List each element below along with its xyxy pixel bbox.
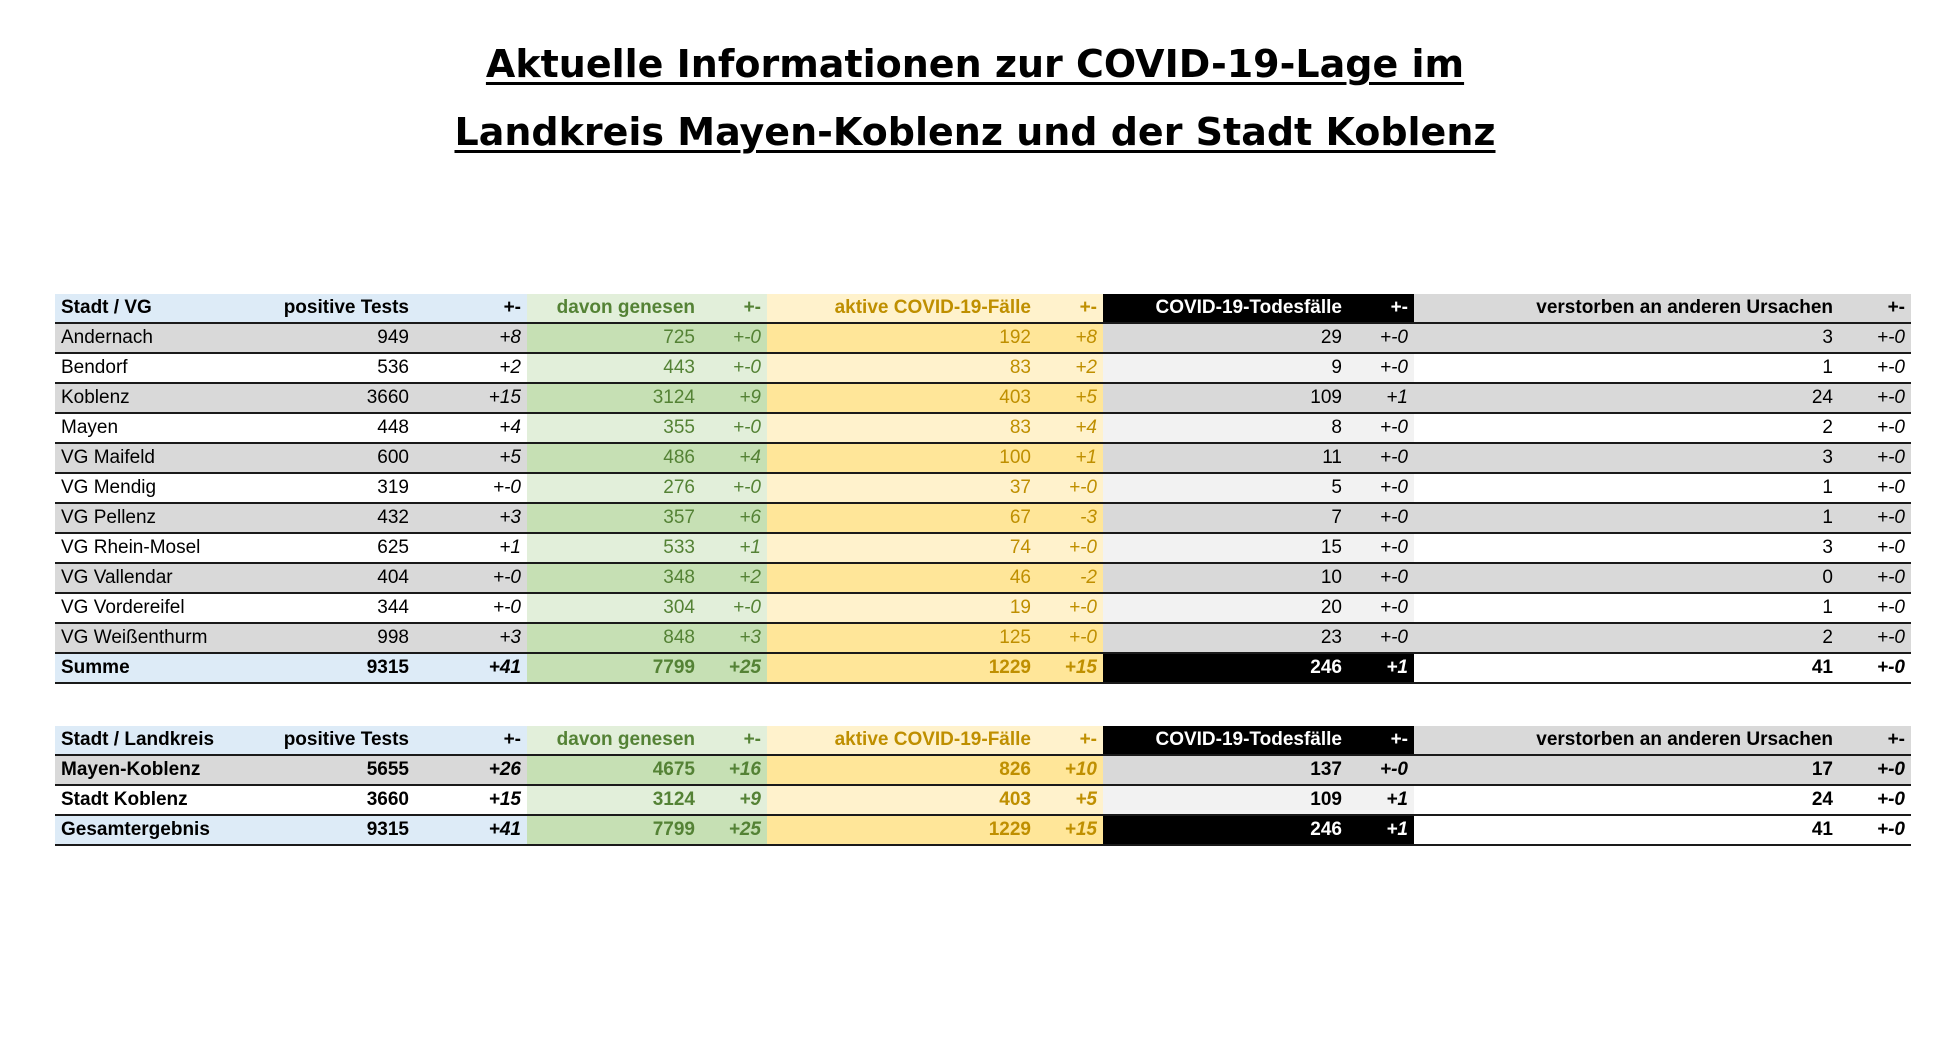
active-cases-change-header: +- (1037, 294, 1103, 323)
header-row (55, 726, 1911, 755)
positive-tests-change: +3 (415, 623, 527, 653)
total-row (55, 653, 1911, 683)
deaths-change: +-0 (1348, 533, 1414, 563)
positive-tests-header: positive Tests (260, 294, 415, 323)
recovered: 357 (527, 503, 701, 533)
recovered: 486 (527, 443, 701, 473)
deaths-change: +-0 (1348, 503, 1414, 533)
deaths: 137 (1103, 755, 1348, 785)
table-row (55, 593, 1911, 623)
recovered-change: +16 (701, 755, 767, 785)
positive-tests: 432 (260, 503, 415, 533)
active-cases-header: aktive COVID-19-Fälle (767, 294, 1037, 323)
deaths-change: +1 (1348, 785, 1414, 815)
recovered-header: davon genesen (527, 726, 701, 755)
recovered-change: +1 (701, 533, 767, 563)
recovered: 3124 (527, 785, 701, 815)
recovered-change: +9 (701, 785, 767, 815)
area-name: VG Mendig (55, 473, 260, 503)
deaths: 9 (1103, 353, 1348, 383)
recovered: 4675 (527, 755, 701, 785)
deaths: 5 (1103, 473, 1348, 503)
active-cases-change: +2 (1037, 353, 1103, 383)
other-deaths-change: +-0 (1839, 323, 1911, 353)
deaths-header: COVID-19-Todesfälle (1103, 726, 1348, 755)
deaths: 109 (1103, 785, 1348, 815)
positive-tests-change: +8 (415, 323, 527, 353)
active-cases-change: +4 (1037, 413, 1103, 443)
active-cases-change: +15 (1037, 653, 1103, 683)
deaths: 246 (1103, 653, 1348, 683)
area-header: Stadt / Landkreis (55, 726, 260, 755)
positive-tests: 5655 (260, 755, 415, 785)
other-deaths: 24 (1414, 383, 1839, 413)
recovered: 7799 (527, 815, 701, 845)
positive-tests-header: positive Tests (260, 726, 415, 755)
area-name: VG Vallendar (55, 563, 260, 593)
recovered: 276 (527, 473, 701, 503)
active-cases-change: +1 (1037, 443, 1103, 473)
positive-tests-change: +2 (415, 353, 527, 383)
other-deaths-change: +-0 (1839, 623, 1911, 653)
recovered: 725 (527, 323, 701, 353)
active-cases-change: +10 (1037, 755, 1103, 785)
area-name: VG Vordereifel (55, 593, 260, 623)
page-title (0, 30, 1950, 166)
deaths-change: +-0 (1348, 593, 1414, 623)
other-deaths-change: +-0 (1839, 593, 1911, 623)
active-cases: 826 (767, 755, 1037, 785)
other-deaths: 41 (1414, 815, 1839, 845)
title-line-2: Landkreis Mayen-Koblenz und der Stadt Koblenz (454, 110, 1496, 154)
other-deaths-change: +-0 (1839, 563, 1911, 593)
deaths-change: +-0 (1348, 443, 1414, 473)
positive-tests-change: +15 (415, 383, 527, 413)
deaths: 8 (1103, 413, 1348, 443)
positive-tests-change: +41 (415, 815, 527, 845)
header-row (55, 294, 1911, 323)
deaths: 29 (1103, 323, 1348, 353)
recovered-change: +25 (701, 653, 767, 683)
table-row (55, 755, 1911, 785)
recovered-change: +-0 (701, 323, 767, 353)
active-cases-change-header: +- (1037, 726, 1103, 755)
active-cases: 1229 (767, 653, 1037, 683)
table-row (55, 443, 1911, 473)
active-cases-change: +-0 (1037, 623, 1103, 653)
positive-tests-change: +-0 (415, 593, 527, 623)
area-name: Koblenz (55, 383, 260, 413)
other-deaths-change: +-0 (1839, 353, 1911, 383)
municipality-table (55, 294, 1911, 684)
positive-tests-change: +15 (415, 785, 527, 815)
table-row (55, 563, 1911, 593)
active-cases-change: +8 (1037, 323, 1103, 353)
active-cases: 192 (767, 323, 1037, 353)
area-name: Mayen (55, 413, 260, 443)
other-deaths: 3 (1414, 533, 1839, 563)
other-deaths-change: +-0 (1839, 815, 1911, 845)
active-cases-change: +5 (1037, 785, 1103, 815)
positive-tests: 536 (260, 353, 415, 383)
positive-tests: 998 (260, 623, 415, 653)
total-row (55, 815, 1911, 845)
table-row (55, 623, 1911, 653)
deaths-change: +-0 (1348, 353, 1414, 383)
active-cases: 100 (767, 443, 1037, 473)
deaths: 23 (1103, 623, 1348, 653)
deaths: 20 (1103, 593, 1348, 623)
area-name: Andernach (55, 323, 260, 353)
district-summary-table (55, 726, 1911, 846)
table-row (55, 353, 1911, 383)
recovered-header: davon genesen (527, 294, 701, 323)
recovered: 304 (527, 593, 701, 623)
deaths: 11 (1103, 443, 1348, 473)
positive-tests-change: +-0 (415, 473, 527, 503)
deaths-change-header: +- (1348, 726, 1414, 755)
other-deaths: 1 (1414, 593, 1839, 623)
positive-tests-change: +1 (415, 533, 527, 563)
other-deaths-change-header: +- (1839, 294, 1911, 323)
table-row (55, 413, 1911, 443)
deaths-change: +-0 (1348, 323, 1414, 353)
other-deaths: 41 (1414, 653, 1839, 683)
positive-tests: 625 (260, 533, 415, 563)
active-cases: 403 (767, 383, 1037, 413)
deaths: 7 (1103, 503, 1348, 533)
other-deaths-change: +-0 (1839, 473, 1911, 503)
deaths-change-header: +- (1348, 294, 1414, 323)
positive-tests: 3660 (260, 785, 415, 815)
active-cases-change: +5 (1037, 383, 1103, 413)
active-cases: 37 (767, 473, 1037, 503)
active-cases: 67 (767, 503, 1037, 533)
deaths: 109 (1103, 383, 1348, 413)
active-cases-change: +-0 (1037, 533, 1103, 563)
area-name: Bendorf (55, 353, 260, 383)
active-cases: 46 (767, 563, 1037, 593)
recovered-change: +-0 (701, 593, 767, 623)
area-name: VG Weißenthurm (55, 623, 260, 653)
table-row (55, 323, 1911, 353)
active-cases: 125 (767, 623, 1037, 653)
other-deaths-header: verstorben an anderen Ursachen (1414, 294, 1839, 323)
active-cases-change: +15 (1037, 815, 1103, 845)
active-cases-change: -3 (1037, 503, 1103, 533)
active-cases: 403 (767, 785, 1037, 815)
recovered-change: +3 (701, 623, 767, 653)
positive-tests: 319 (260, 473, 415, 503)
recovered-change-header: +- (701, 726, 767, 755)
recovered: 443 (527, 353, 701, 383)
other-deaths-change: +-0 (1839, 383, 1911, 413)
active-cases: 83 (767, 353, 1037, 383)
positive-tests: 448 (260, 413, 415, 443)
other-deaths-change: +-0 (1839, 755, 1911, 785)
other-deaths-header: verstorben an anderen Ursachen (1414, 726, 1839, 755)
active-cases-change: +-0 (1037, 473, 1103, 503)
area-name: VG Pellenz (55, 503, 260, 533)
recovered: 355 (527, 413, 701, 443)
positive-tests-change: +5 (415, 443, 527, 473)
positive-tests: 949 (260, 323, 415, 353)
other-deaths: 1 (1414, 503, 1839, 533)
recovered-change: +6 (701, 503, 767, 533)
active-cases: 83 (767, 413, 1037, 443)
other-deaths-change: +-0 (1839, 443, 1911, 473)
other-deaths-change: +-0 (1839, 785, 1911, 815)
active-cases: 19 (767, 593, 1037, 623)
recovered-change-header: +- (701, 294, 767, 323)
area-name: Mayen-Koblenz (55, 755, 260, 785)
other-deaths-change: +-0 (1839, 413, 1911, 443)
area-name: Gesamtergebnis (55, 815, 260, 845)
positive-tests: 404 (260, 563, 415, 593)
table-row (55, 473, 1911, 503)
other-deaths: 3 (1414, 323, 1839, 353)
active-cases-header: aktive COVID-19-Fälle (767, 726, 1037, 755)
other-deaths: 0 (1414, 563, 1839, 593)
positive-tests-change: +26 (415, 755, 527, 785)
recovered-change: +25 (701, 815, 767, 845)
other-deaths: 2 (1414, 623, 1839, 653)
positive-tests-change: +3 (415, 503, 527, 533)
other-deaths: 17 (1414, 755, 1839, 785)
area-header: Stadt / VG (55, 294, 260, 323)
deaths-change: +1 (1348, 815, 1414, 845)
deaths-change: +-0 (1348, 473, 1414, 503)
active-cases-change: +-0 (1037, 593, 1103, 623)
positive-tests-change: +4 (415, 413, 527, 443)
positive-tests-change: +-0 (415, 563, 527, 593)
deaths: 246 (1103, 815, 1348, 845)
recovered: 848 (527, 623, 701, 653)
other-deaths: 1 (1414, 473, 1839, 503)
positive-tests: 3660 (260, 383, 415, 413)
area-name: Stadt Koblenz (55, 785, 260, 815)
area-name: VG Maifeld (55, 443, 260, 473)
deaths-header: COVID-19-Todesfälle (1103, 294, 1348, 323)
active-cases: 74 (767, 533, 1037, 563)
other-deaths-change: +-0 (1839, 503, 1911, 533)
positive-tests-change-header: +- (415, 294, 527, 323)
recovered-change: +-0 (701, 413, 767, 443)
recovered-change: +9 (701, 383, 767, 413)
recovered-change: +2 (701, 563, 767, 593)
recovered-change: +4 (701, 443, 767, 473)
deaths-change: +-0 (1348, 623, 1414, 653)
deaths: 10 (1103, 563, 1348, 593)
recovered: 3124 (527, 383, 701, 413)
recovered: 7799 (527, 653, 701, 683)
positive-tests: 9315 (260, 653, 415, 683)
recovered-change: +-0 (701, 473, 767, 503)
active-cases-change: -2 (1037, 563, 1103, 593)
deaths-change: +1 (1348, 383, 1414, 413)
positive-tests-change: +41 (415, 653, 527, 683)
positive-tests: 600 (260, 443, 415, 473)
other-deaths: 24 (1414, 785, 1839, 815)
table-row (55, 785, 1911, 815)
other-deaths-change: +-0 (1839, 653, 1911, 683)
other-deaths: 1 (1414, 353, 1839, 383)
active-cases: 1229 (767, 815, 1037, 845)
other-deaths-change-header: +- (1839, 726, 1911, 755)
table-row (55, 503, 1911, 533)
deaths-change: +-0 (1348, 755, 1414, 785)
deaths-change: +-0 (1348, 563, 1414, 593)
positive-tests: 9315 (260, 815, 415, 845)
area-name: Summe (55, 653, 260, 683)
recovered: 348 (527, 563, 701, 593)
area-name: VG Rhein-Mosel (55, 533, 260, 563)
table-row (55, 533, 1911, 563)
other-deaths-change: +-0 (1839, 533, 1911, 563)
deaths: 15 (1103, 533, 1348, 563)
deaths-change: +-0 (1348, 413, 1414, 443)
other-deaths: 2 (1414, 413, 1839, 443)
recovered: 533 (527, 533, 701, 563)
recovered-change: +-0 (701, 353, 767, 383)
other-deaths: 3 (1414, 443, 1839, 473)
positive-tests: 344 (260, 593, 415, 623)
table-row (55, 383, 1911, 413)
deaths-change: +1 (1348, 653, 1414, 683)
title-line-1: Aktuelle Informationen zur COVID-19-Lage im (485, 42, 1465, 86)
positive-tests-change-header: +- (415, 726, 527, 755)
